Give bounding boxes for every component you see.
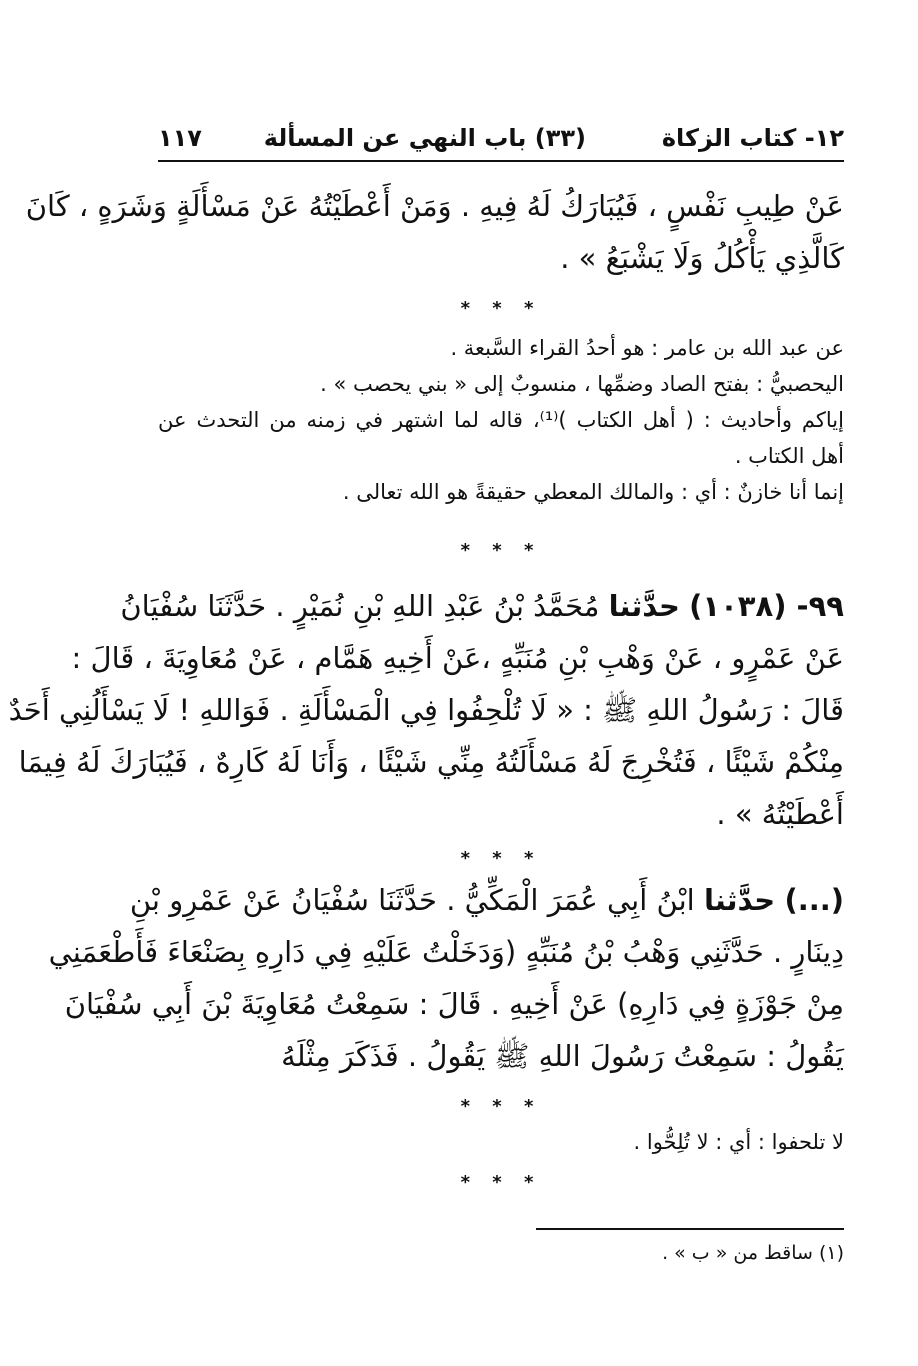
continuation-paragraph: [25, 180, 844, 284]
text-line: دِينَارٍ . حَدَّثَنِي وَهْبُ بْنُ مُنَبِّهٍ (وَدَخَلْتُ عَلَيْهِ فِي دَارِهِ بِصَنْعَاءَ فَأَطْعَمَنِي: [48, 935, 844, 969]
section-separator: * * *: [460, 298, 542, 319]
note-line: اليحصبيُّ : بفتح الصاد وضمِّها ، منسوبٌ إلى « بني يحصب » .: [320, 372, 844, 396]
book-title: ١٢- كتاب الزكاة: [661, 124, 844, 152]
hadith-99: [8, 580, 844, 840]
note-line: لا تلحفوا : أي : لا تُلِحُّوا .: [633, 1130, 844, 1154]
page-number: ١١٧: [158, 124, 202, 152]
text-line: أَعْطَيْتُهُ » .: [716, 797, 844, 831]
hadith-next: [48, 874, 844, 1082]
footnote: [158, 1238, 844, 1268]
header-rule: [158, 160, 844, 162]
footnote-text: (١) ساقط من « ب » .: [662, 1242, 844, 1264]
text-line: قَالَ : رَسُولُ اللهِ ﷺ : « لَا تُلْحِفُوا فِي الْمَسْأَلَةِ . فَوَاللهِ ! لَا يَسْأَلُنِي أَحَدٌ: [8, 693, 844, 727]
note-line: إياكم وأحاديث : ( أهل الكتاب )⁽¹⁾، قاله لما اشتهر في زمنه من التحدث عن: [158, 408, 844, 432]
text-line: عَنْ عَمْرٍو ، عَنْ وَهْبِ بْنِ مُنَبِّهٍ ،عَنْ أَخِيهِ هَمَّام ، عَنْ مُعَاوِيَةَ ، قَالَ :: [71, 641, 844, 675]
note-line: أهل الكتاب .: [734, 444, 844, 468]
running-header: [158, 118, 844, 158]
text-fragment: مُحَمَّدُ بْنُ عَبْدِ اللهِ بْنِ نُمَيْرٍ . حَدَّثَنَا سُفْيَانُ: [120, 589, 600, 623]
section-separator: * * *: [460, 540, 542, 561]
hadith-number: (...): [784, 883, 844, 917]
explanatory-notes-2: [158, 1124, 844, 1160]
haddathana: حدَّثنا: [703, 883, 776, 917]
haddathana: حدَّثنا: [608, 589, 680, 623]
hadith-number: ٩٩- (١٠٣٨): [689, 589, 844, 623]
note-line: إنما أنا خازنٌ : أي : والمالك المعطي حقيقةً هو الله تعالى .: [342, 480, 844, 504]
text-fragment: ابْنُ أَبِي عُمَرَ الْمَكِّيُّ . حَدَّثَنَا سُفْيَانُ عَنْ عَمْرِو بْنِ: [129, 883, 695, 917]
chapter-title: (٣٣) باب النهي عن المسألة: [263, 124, 586, 152]
text-line: مِنْ جَوْزَةٍ فِي دَارِهِ) عَنْ أَخِيهِ . قَالَ : سَمِعْتُ مُعَاوِيَةَ بْنَ أَبِي سُفْيَانَ: [64, 987, 844, 1021]
text-line: عَنْ طِيبِ نَفْسٍ ، فَيُبَارَكُ لَهُ فِيهِ . وَمَنْ أَعْطَيْتُهُ عَنْ مَسْأَلَةٍ وَشَرَهٍ ، كَانَ: [25, 189, 844, 223]
section-separator: * * *: [460, 1172, 542, 1193]
section-separator: * * *: [460, 1096, 542, 1117]
text-line: يَقُولُ : سَمِعْتُ رَسُولَ اللهِ ﷺ يَقُولُ . فَذَكَرَ مِثْلَهُ: [281, 1039, 844, 1073]
text-line: كَالَّذِي يَأْكُلُ وَلَا يَشْبَعُ » .: [560, 241, 844, 275]
note-line: عن عبد الله بن عامر : هو أحدُ القراء السَّبعة .: [450, 336, 844, 360]
text-line: [120, 580, 844, 632]
explanatory-notes: [158, 330, 844, 510]
text-line: [129, 874, 844, 926]
footnote-rule: [536, 1228, 844, 1230]
section-separator: * * *: [460, 848, 542, 869]
text-line: مِنْكُمْ شَيْئًا ، فَتُخْرِجَ لَهُ مَسْأَلَتُهُ مِنِّي شَيْئًا ، وَأَنَا لَهُ كَارِهٌ ، فَيُبَارَكَ لَهُ فِيمَا: [18, 745, 844, 779]
